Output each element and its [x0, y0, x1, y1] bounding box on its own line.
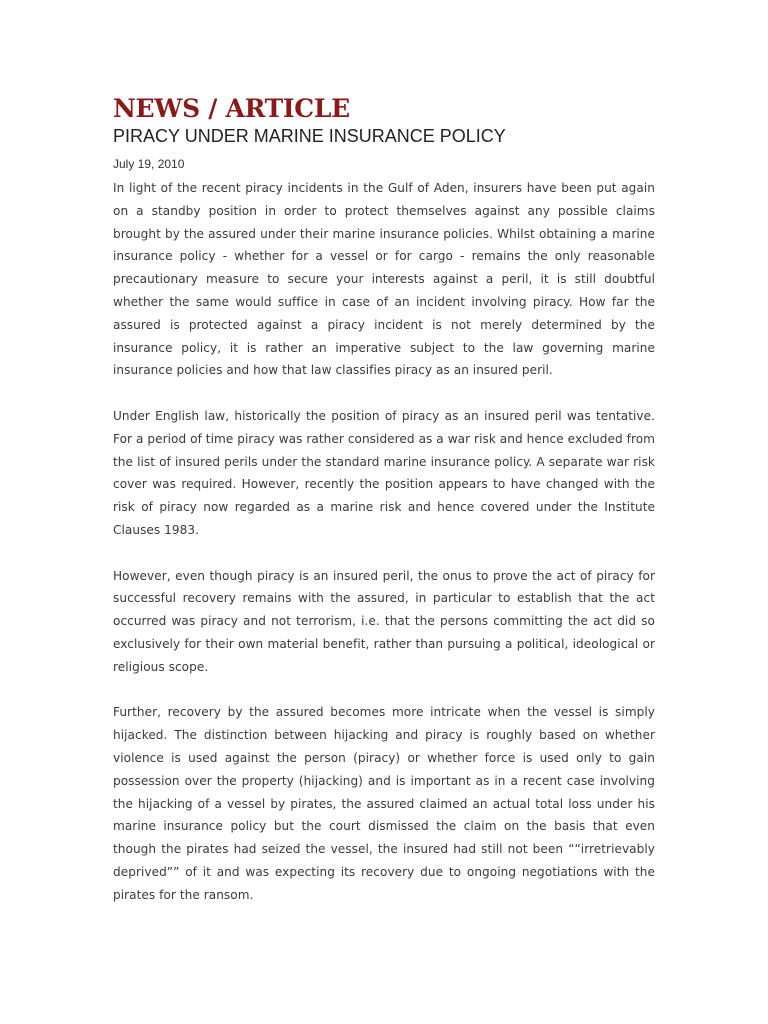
section-label: NEWS / ARTICLE — [113, 94, 350, 123]
article-paragraph-2: Under English law, historically the position of piracy as an insured peril was tentative. For a period of time piracy was rather considered as a war risk and hence excluded from the list of insured perils under the standard marine insurance policy. A separate war risk cover was required. However, recently the position appears to have changed with the risk of piracy now regarded as a marine risk and hence covered under the Institute Clauses 1983. — [113, 408, 655, 537]
article-body — [113, 177, 655, 907]
article-date: July 19, 2010 — [113, 157, 185, 171]
document-page — [113, 94, 655, 907]
article-paragraph-1: In light of the recent piracy incidents in the Gulf of Aden, insurers have been put again on a standby position in order to protect themselves against any possible claims brought by the assured under their marine insurance policies. Whilst obtaining a marine insurance policy - whether for a vessel or for cargo - remains the only reasonable precautionary measure to secure your interests against a peril, it is still doubtful whether the same would suffice in case of an incident involving piracy. How far the assured is protected against a piracy incident is not merely determined by the insurance policy, it is rather an imperative subject to the law governing marine insurance policies and how that law classifies piracy as an insured peril. — [113, 181, 655, 378]
article-paragraph-4: Further, recovery by the assured becomes more intricate when the vessel is simply hijacked. The distinction between hijacking and piracy is roughly based on whether violence is used against the person (piracy) or whether force is used only to gain possession over the property (hijacking) and is important as in a recent case involving the hijacking of a vessel by pirates, the assured claimed an actual total loss under his marine insurance policy but the court dismissed the claim on the basis that even though the pirates had seized the vessel, the insured had still not been ““irretrievably deprived”” of it and was expecting its recovery due to ongoing negotiations with the pirates for the ransom. — [113, 705, 655, 902]
article-title: PIRACY UNDER MARINE INSURANCE POLICY — [113, 126, 506, 146]
article-paragraph-3: However, even though piracy is an insured peril, the onus to prove the act of piracy for successful recovery remains with the assured, in particular to establish that the act occurred was piracy and not terrorism, i.e. that the persons committing the act did so exclusively for their own material benefit, rather than pursuing a political, ideological or religious scope. — [113, 568, 655, 674]
